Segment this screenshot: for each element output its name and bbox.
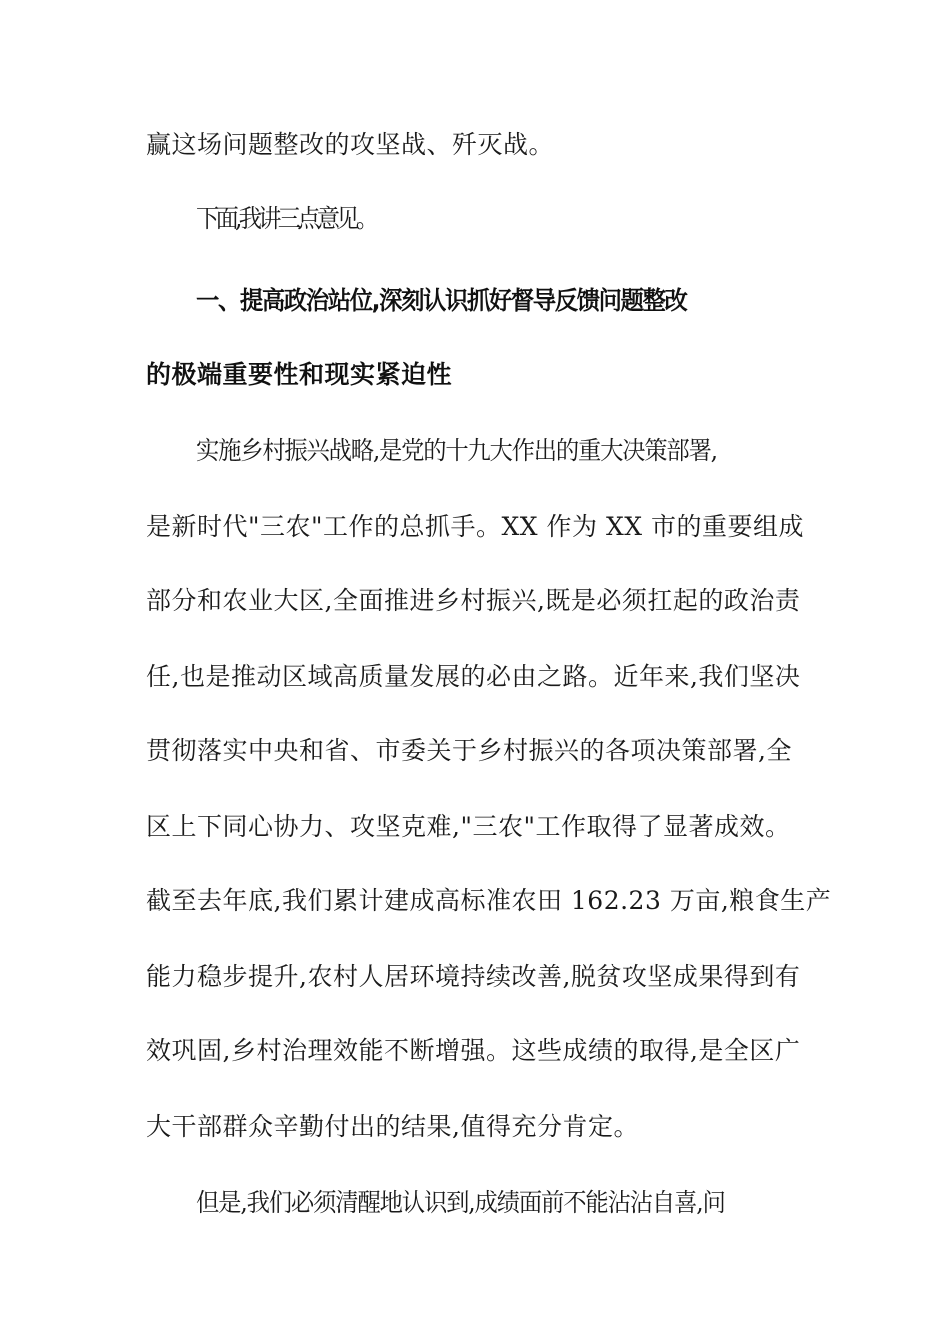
paragraph-line: 能力稳步提升,农村人居环境持续改善,脱贫攻坚成果得到有 — [146, 962, 801, 991]
paragraph-line: 实施乡村振兴战略,是党的十九大作出的重大决策部署, — [196, 436, 717, 465]
paragraph-line: 赢这场问题整改的攻坚战、歼灭战。 — [146, 130, 555, 159]
paragraph-line: 任,也是推动区域高质量发展的必由之路。近年来,我们坚决 — [146, 662, 801, 691]
section-heading-line: 一、提高政治站位,深刻认识抓好督导反馈问题整改 — [196, 286, 687, 315]
paragraph-line: 贯彻落实中央和省、市委关于乡村振兴的各项决策部署,全 — [146, 736, 792, 765]
paragraph-line: 效巩固,乡村治理效能不断增强。这些成绩的取得,是全区广 — [146, 1036, 801, 1065]
paragraph-line: 但是,我们必须清醒地认识到,成绩面前不能沾沾自喜,问 — [196, 1188, 725, 1217]
paragraph-line: 部分和农业大区,全面推进乡村振兴,既是必须扛起的政治责 — [146, 586, 801, 615]
paragraph-line: 大干部群众辛勤付出的结果,值得充分肯定。 — [146, 1112, 639, 1141]
paragraph-line: 下面,我讲三点意见。 — [196, 204, 376, 233]
paragraph-line: 是新时代"三农"工作的总抓手。XX 作为 XX 市的重要组成 — [146, 512, 805, 541]
paragraph-line: 区上下同心协力、攻坚克难,"三农"工作取得了显著成效。 — [146, 812, 791, 841]
section-heading-line: 的极端重要性和现实紧迫性 — [146, 360, 453, 389]
paragraph-line: 截至去年底,我们累计建成高标准农田 162.23 万亩,粮食生产 — [146, 886, 832, 915]
